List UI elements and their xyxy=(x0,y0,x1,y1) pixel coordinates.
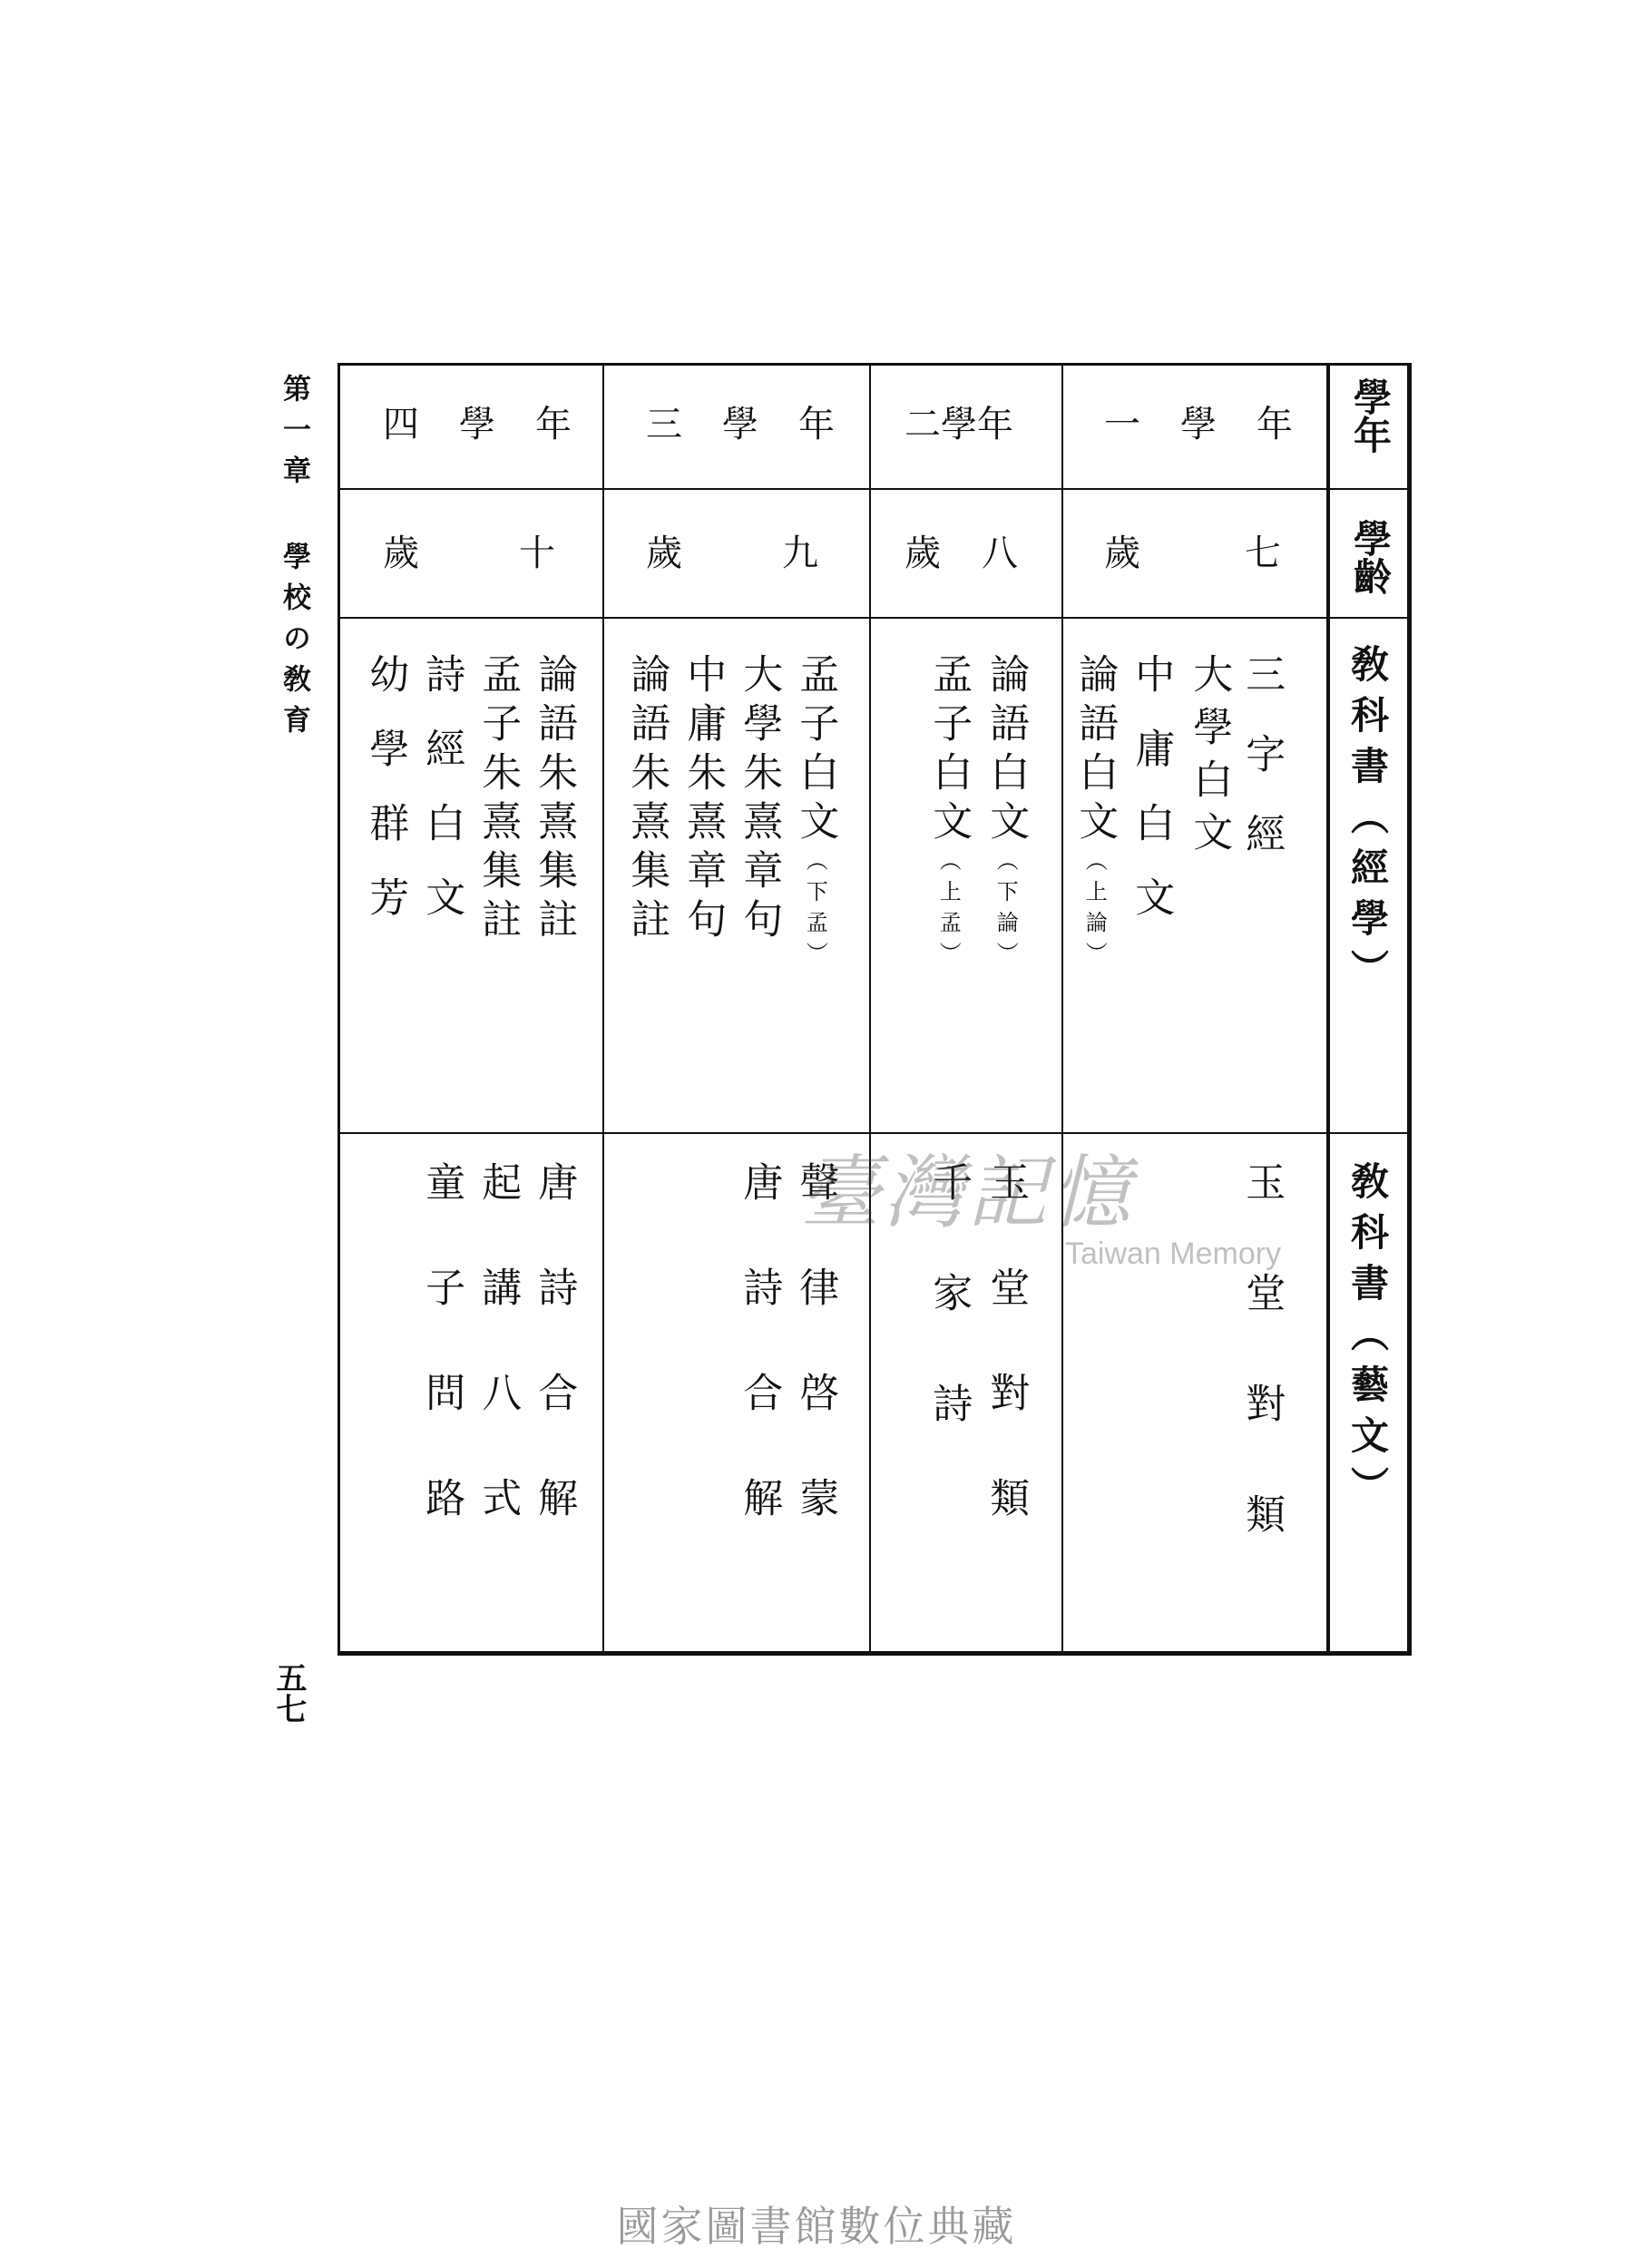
classics-book xyxy=(789,653,841,973)
book-title: 論語朱熹集註 xyxy=(623,653,670,947)
arts-book: 玉堂對類 xyxy=(1238,1161,1286,1604)
grade-label: 一學年 xyxy=(1104,404,1333,445)
book-note: （下論） xyxy=(993,849,1019,973)
book-title: 孟子白文 xyxy=(792,653,839,849)
book-note: （上孟） xyxy=(935,849,962,973)
classics-book xyxy=(416,653,467,951)
row-header-grade: 學年 xyxy=(1348,377,1393,454)
arts-book: 唐詩合解 xyxy=(736,1161,783,1582)
classics-book xyxy=(1183,653,1235,864)
grade-label: 三學年 xyxy=(646,404,875,445)
arts-book: 起講八式 xyxy=(474,1161,522,1582)
book-title: 幼學群芳 xyxy=(362,653,409,951)
arts-book: 唐詩合解 xyxy=(531,1161,578,1582)
arts-book: 聲律啓蒙 xyxy=(792,1161,839,1582)
arts-book: 千家詩 xyxy=(925,1161,973,1493)
page-number: 五七 xyxy=(270,1662,307,1724)
classics-book xyxy=(359,653,411,951)
grade-label: 四學年 xyxy=(383,404,611,445)
book-title: 孟子朱熹集註 xyxy=(474,653,522,947)
classics-book xyxy=(1069,653,1120,973)
age-number: 八 xyxy=(982,533,1018,574)
column-divider xyxy=(1326,363,1330,1656)
age-number: 十 xyxy=(519,533,555,574)
book-title: 中庸朱熹章句 xyxy=(680,653,727,947)
curriculum-table xyxy=(337,363,1412,1656)
classics-book xyxy=(1125,653,1177,951)
classics-book xyxy=(621,653,672,947)
book-title: 論語白文 xyxy=(983,653,1030,849)
age-number: 七 xyxy=(1245,533,1281,574)
chapter-header: 第一章 學校の敎育 xyxy=(278,374,310,746)
row-header-classics: 敎科書（經學） xyxy=(1345,644,1390,1000)
table-border-left xyxy=(337,363,340,1656)
arts-book: 玉堂對類 xyxy=(983,1161,1030,1582)
book-title: 詩經白文 xyxy=(418,653,465,951)
classics-book xyxy=(923,653,974,973)
age-unit: 歲 xyxy=(646,533,682,574)
table-border-bottom xyxy=(337,1651,1412,1656)
classics-book xyxy=(528,653,580,947)
book-title: 論語白文 xyxy=(1071,653,1119,849)
book-title: 孟子白文 xyxy=(925,653,973,849)
classics-book xyxy=(677,653,728,947)
book-note: （下孟） xyxy=(802,849,828,973)
row-divider xyxy=(337,488,1412,490)
age-unit: 歲 xyxy=(1104,533,1140,574)
table-border-top xyxy=(337,363,1412,366)
classics-book xyxy=(980,653,1032,973)
age-unit: 歲 xyxy=(383,533,419,574)
footer-credit: 國家圖書館數位典藏 xyxy=(616,2202,1017,2251)
row-header-age: 學齡 xyxy=(1348,519,1393,595)
book-title: 三字經 xyxy=(1238,653,1286,893)
age-unit: 歲 xyxy=(905,533,941,574)
classics-book xyxy=(1236,653,1287,893)
column-divider xyxy=(1061,363,1063,1656)
row-header-arts: 敎科書（藝文） xyxy=(1345,1161,1390,1517)
column-divider xyxy=(602,363,604,1656)
book-title: 中庸白文 xyxy=(1128,653,1175,951)
column-divider xyxy=(869,363,871,1656)
age-number: 九 xyxy=(782,533,818,574)
classics-book xyxy=(472,653,523,947)
book-title: 大學朱熹章句 xyxy=(736,653,783,947)
watermark-text: 臺灣記憶 xyxy=(800,1146,1135,1239)
book-title: 論語朱熹集註 xyxy=(531,653,578,947)
classics-book xyxy=(733,653,785,947)
grade-label: 二學年 xyxy=(905,404,1013,445)
arts-book: 童子問路 xyxy=(418,1161,465,1582)
watermark-subtext: Taiwan Memory xyxy=(1065,1237,1282,1271)
book-note: （上論） xyxy=(1081,849,1108,973)
book-title: 大學白文 xyxy=(1186,653,1233,864)
row-divider xyxy=(337,617,1412,619)
table-border-right xyxy=(1407,363,1412,1656)
row-divider xyxy=(337,1132,1412,1134)
